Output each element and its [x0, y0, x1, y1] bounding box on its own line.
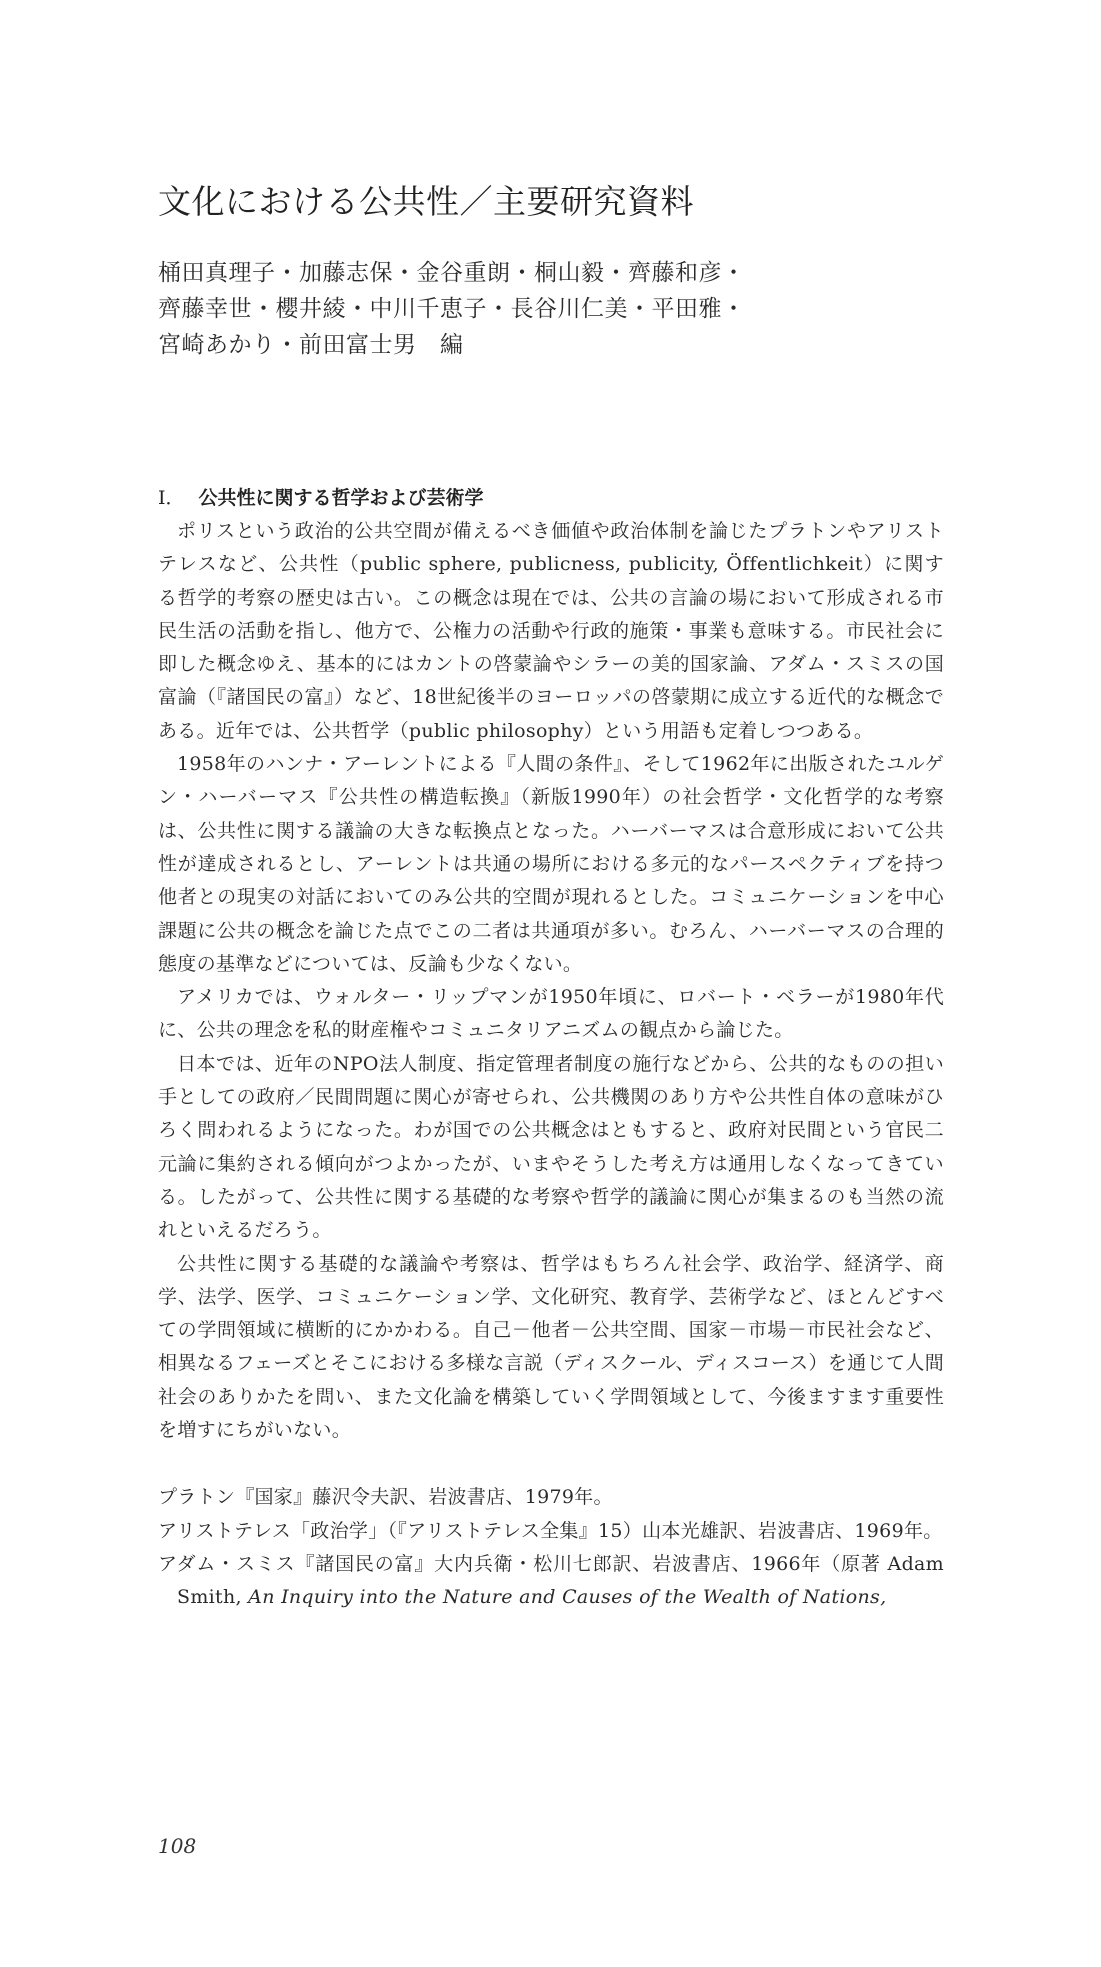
reference-text: アダム・スミス『諸国民の富』大内兵衛・松川七郎訳、岩波書店、1966年（原著 Adam Smith,: [158, 1552, 944, 1609]
body-paragraph: 公共性に関する基礎的な議論や考察は、哲学はもちろん社会学、政治学、経済学、商学、法学、医学、コミュニケーション学、文化研究、教育学、芸術学など、ほとんどすべての学問領域に横断的にかかわる。自己－他者－公共空間、国家－市場－市民社会など、相異なるフェーズとそこにおける多様な言説（ディスクール、ディスコース）を通じて人間社会のありかたを問い、また文化論を構築していく学問領域として、今後ますます重要性を増すにちがいない。: [158, 1252, 944, 1442]
reference-item: [158, 1515, 944, 1548]
editors-list: [158, 255, 958, 363]
reference-italic-title: An Inquiry into the Nature and Causes of the Wealth of Nations,: [248, 1586, 887, 1609]
body-paragraph: ポリスという政治的公共空間が備えるべき価値や政治体制を論じたプラトンやアリストテレスなど、公共性（public sphere, publicness, publicity, Öffentlichkeit）に関する哲学的考察の歴史は古い。この概念は現在では、公共の言論の場において形成される市民生活の活動を指し、他方で、公権力の活動や行政的施策・事業も意味する。市民社会に即した概念ゆえ、基本的にはカントの啓蒙論やシラーの美的国家論、アダム・スミスの国富論（『諸国民の富』）など、18世紀後半のヨーロッパの啓蒙期に成立する近代的な概念である。近年では、公共哲学（public philosophy）という用語も定着しつつある。: [158, 520, 944, 742]
section-number: Ⅰ．: [158, 487, 185, 509]
reference-item: [158, 1481, 944, 1514]
reference-text: アリストテレス「政治学」（『アリストテレス全集』15）山本光雄訳、岩波書店、1969年。: [158, 1519, 943, 1542]
editors-line: 桶田真理子・加藤志保・金谷重朗・桐山毅・齊藤和彦・: [158, 260, 746, 286]
reference-list: [158, 1481, 944, 1614]
body-paragraph: 日本では、近年のNPO法人制度、指定管理者制度の施行などから、公共的なものの担い手としての政府／民間問題に関心が寄せられ、公共機関のあり方や公共性自体の意味がひろく問われるようになった。わが国での公共概念はともすると、政府対民間という官民二元論に集約される傾向がつよかったが、いまやそうした考え方は通用しなくなってきている。したがって、公共性に関する基礎的な考察や哲学的議論に関心が集まるのも当然の流れといえるだろう。: [158, 1052, 944, 1242]
section-heading: [158, 481, 944, 515]
editors-line: 宮崎あかり・前田富士男 編: [158, 332, 464, 358]
section-heading-text: 公共性に関する哲学および芸術学: [198, 487, 484, 509]
editors-line: 齊藤幸世・櫻井綾・中川千恵子・長谷川仁美・平田雅・: [158, 296, 746, 322]
reference-text: プラトン『国家』藤沢令夫訳、岩波書店、1979年。: [158, 1486, 613, 1509]
document-title: 文化における公共性／主要研究資料: [158, 182, 694, 221]
page-number: 108: [158, 1834, 197, 1858]
body-paragraph: アメリカでは、ウォルター・リップマンが1950年頃に、ロバート・ベラーが1980年代に、公共の理念を私的財産権やコミュニタリアニズムの観点から論じた。: [158, 986, 944, 1042]
reference-item: [158, 1548, 944, 1615]
body-paragraph: 1958年のハンナ・アーレントによる『人間の条件』、そして1962年に出版されたユルゲン・ハーバーマス『公共性の構造転換』（新版1990年）の社会哲学・文化哲学的な考察は、公共性に関する議論の大きな転換点となった。ハーバーマスは合意形成において公共性が達成されるとし、アーレントは共通の場所における多元的なパースペクティブを持つ他者との現実の対話においてのみ公共的空間が現れるとした。コミュニケーションを中心課題に公共の概念を論じた点でこの二者は共通項が多い。むろん、ハーバーマスの合理的態度の基準などについては、反論も少なくない。: [158, 753, 944, 975]
section-content: [158, 481, 944, 1615]
